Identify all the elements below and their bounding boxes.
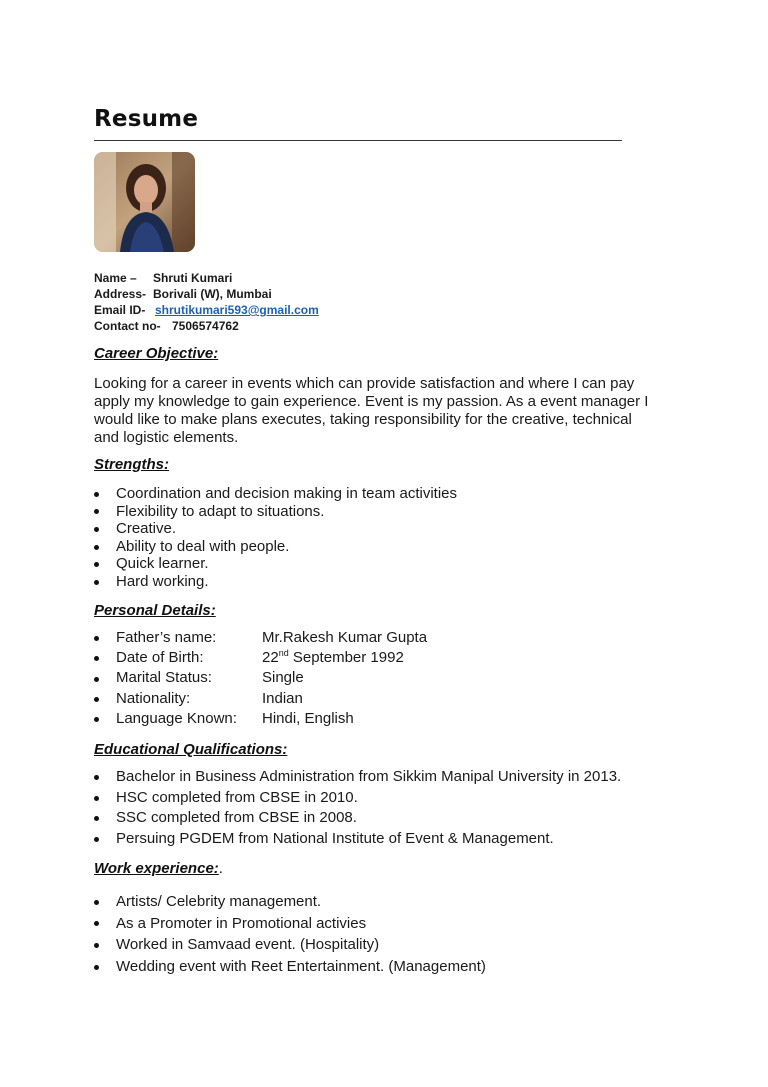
detail-value: Single xyxy=(262,669,304,687)
list-item: Persuing PGDEM from National Institute of Event & Management. xyxy=(94,829,621,850)
list-item: As a Promoter in Promotional activies xyxy=(94,913,486,935)
address-row xyxy=(94,286,319,302)
education-list xyxy=(94,767,621,849)
list-item: Coordination and decision making in team activities xyxy=(94,485,457,503)
career-heading: Career Objective: xyxy=(94,345,219,362)
detail-value-suffix: nd xyxy=(278,648,289,659)
name-label: Name – xyxy=(94,271,137,285)
detail-value: Indian xyxy=(262,689,303,707)
detail-value: Hindi, English xyxy=(262,709,354,727)
email-label: Email ID- xyxy=(94,303,146,317)
work-list xyxy=(94,891,486,977)
career-line: and logistic elements. xyxy=(94,429,239,446)
email-link[interactable]: shrutikumari593@gmail.com xyxy=(155,303,319,317)
email-row xyxy=(94,302,319,318)
profile-photo xyxy=(94,152,195,252)
detail-label: Language Known: xyxy=(116,709,237,727)
list-item xyxy=(94,668,427,688)
phone-row xyxy=(94,318,319,334)
name-row xyxy=(94,270,319,286)
list-item xyxy=(94,689,427,709)
list-item: Flexibility to adapt to situations. xyxy=(94,503,457,521)
career-paragraph xyxy=(94,375,674,447)
career-line: Looking for a career in events which can provide satisfaction and where I can pay xyxy=(94,375,635,392)
strengths-heading: Strengths: xyxy=(94,456,169,473)
contact-block xyxy=(94,270,319,334)
detail-label: Date of Birth: xyxy=(116,649,204,667)
address-label: Address- xyxy=(94,287,147,301)
phone-value: 7506574762 xyxy=(172,319,239,333)
detail-label: Marital Status: xyxy=(116,669,212,687)
career-line: apply my knowledge to gain experience. Event is my passion. As a event manager I xyxy=(94,393,649,410)
personal-list xyxy=(94,628,427,729)
education-heading: Educational Qualifications: xyxy=(94,741,288,758)
list-item: Hard working. xyxy=(94,573,457,591)
personal-heading: Personal Details: xyxy=(94,602,216,619)
list-item: Wedding event with Reet Entertainment. (Management) xyxy=(94,956,486,978)
work-heading: Work experience: xyxy=(94,860,219,877)
list-item: Bachelor in Business Administration from Sikkim Manipal University in 2013. xyxy=(94,767,621,788)
list-item: HSC completed from CBSE in 2010. xyxy=(94,788,621,809)
detail-value: 22 xyxy=(262,649,279,667)
detail-label: Father’s name: xyxy=(116,629,217,646)
list-item xyxy=(94,709,427,729)
detail-value: Mr.Rakesh Kumar Gupta xyxy=(262,629,428,646)
title-divider xyxy=(94,140,622,141)
list-item: SSC completed from CBSE in 2008. xyxy=(94,808,621,829)
detail-label: Nationality: xyxy=(116,689,191,707)
list-item: Ability to deal with people. xyxy=(94,538,457,556)
strengths-list xyxy=(94,485,457,591)
page-title: Resume xyxy=(94,106,199,132)
work-heading-suffix: . xyxy=(218,860,223,877)
list-item: Quick learner. xyxy=(94,555,457,573)
career-line: would like to make plans executes, taking responsibility for the creative, technical xyxy=(94,411,632,428)
address-value: Borivali (W), Mumbai xyxy=(153,287,272,301)
list-item: Artists/ Celebrity management. xyxy=(94,891,486,913)
list-item xyxy=(94,648,427,668)
list-item: Worked in Samvaad event. (Hospitality) xyxy=(94,934,486,956)
name-value: Shruti Kumari xyxy=(153,271,233,285)
list-item: Creative. xyxy=(94,520,457,538)
list-item xyxy=(94,628,427,648)
phone-label: Contact no- xyxy=(94,319,161,333)
detail-value: September 1992 xyxy=(288,649,404,667)
work-heading-wrap xyxy=(94,860,223,877)
